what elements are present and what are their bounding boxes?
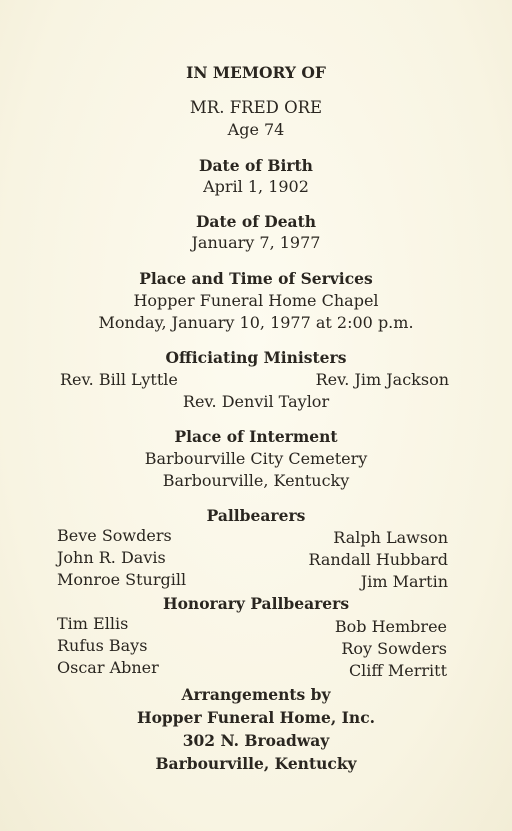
honorary-pallbearer-name: Bob Hembree [334,617,447,636]
pallbearer-name: Ralph Lawson [333,528,448,547]
honorary-label: Honorary Pallbearers [162,594,350,613]
funeral-home-address: 302 N. Broadway [182,731,330,750]
pallbearer-name: Randall Hubbard [308,550,448,569]
funeral-home-city: Barbourville, Kentucky [155,754,357,773]
birth-date: April 1, 1902 [203,177,309,196]
services-time: Monday, January 10, 1977 at 2:00 p.m. [98,313,414,332]
pallbearers-label: Pallbearers [206,506,306,525]
interment-label: Place of Interment [174,427,338,446]
interment-city: Barbourville, Kentucky [162,471,350,490]
card-heading: IN MEMORY OF [186,63,326,82]
deceased-name: MR. FRED ORE [189,98,323,117]
interment-place: Barbourville City Cemetery [144,449,368,468]
honorary-pallbearer-name: Roy Sowders [341,639,447,658]
minister-name: Rev. Jim Jackson [315,370,449,389]
deceased-age: Age 74 [227,120,285,139]
services-place: Hopper Funeral Home Chapel [133,291,379,310]
honorary-pallbearer-name: Rufus Bays [57,636,148,655]
pallbearer-name: John R. Davis [57,548,166,567]
death-label: Date of Death [195,212,317,231]
death-date: January 7, 1977 [191,233,321,252]
honorary-pallbearer-name: Tim Ellis [57,614,129,633]
funeral-home-name: Hopper Funeral Home, Inc. [136,708,376,727]
birth-label: Date of Birth [199,156,313,175]
minister-name: Rev. Bill Lyttle [60,370,178,389]
services-label: Place and Time of Services [139,269,373,288]
arrangements-label: Arrangements by [181,685,331,704]
honorary-pallbearer-name: Oscar Abner [57,658,159,677]
pallbearer-name: Beve Sowders [57,526,172,545]
honorary-pallbearer-name: Cliff Merritt [348,661,447,680]
pallbearer-name: Monroe Sturgill [57,570,187,589]
ministers-label: Officiating Ministers [165,348,347,367]
minister-name: Rev. Denvil Taylor [182,392,330,411]
pallbearer-name: Jim Martin [360,572,448,591]
